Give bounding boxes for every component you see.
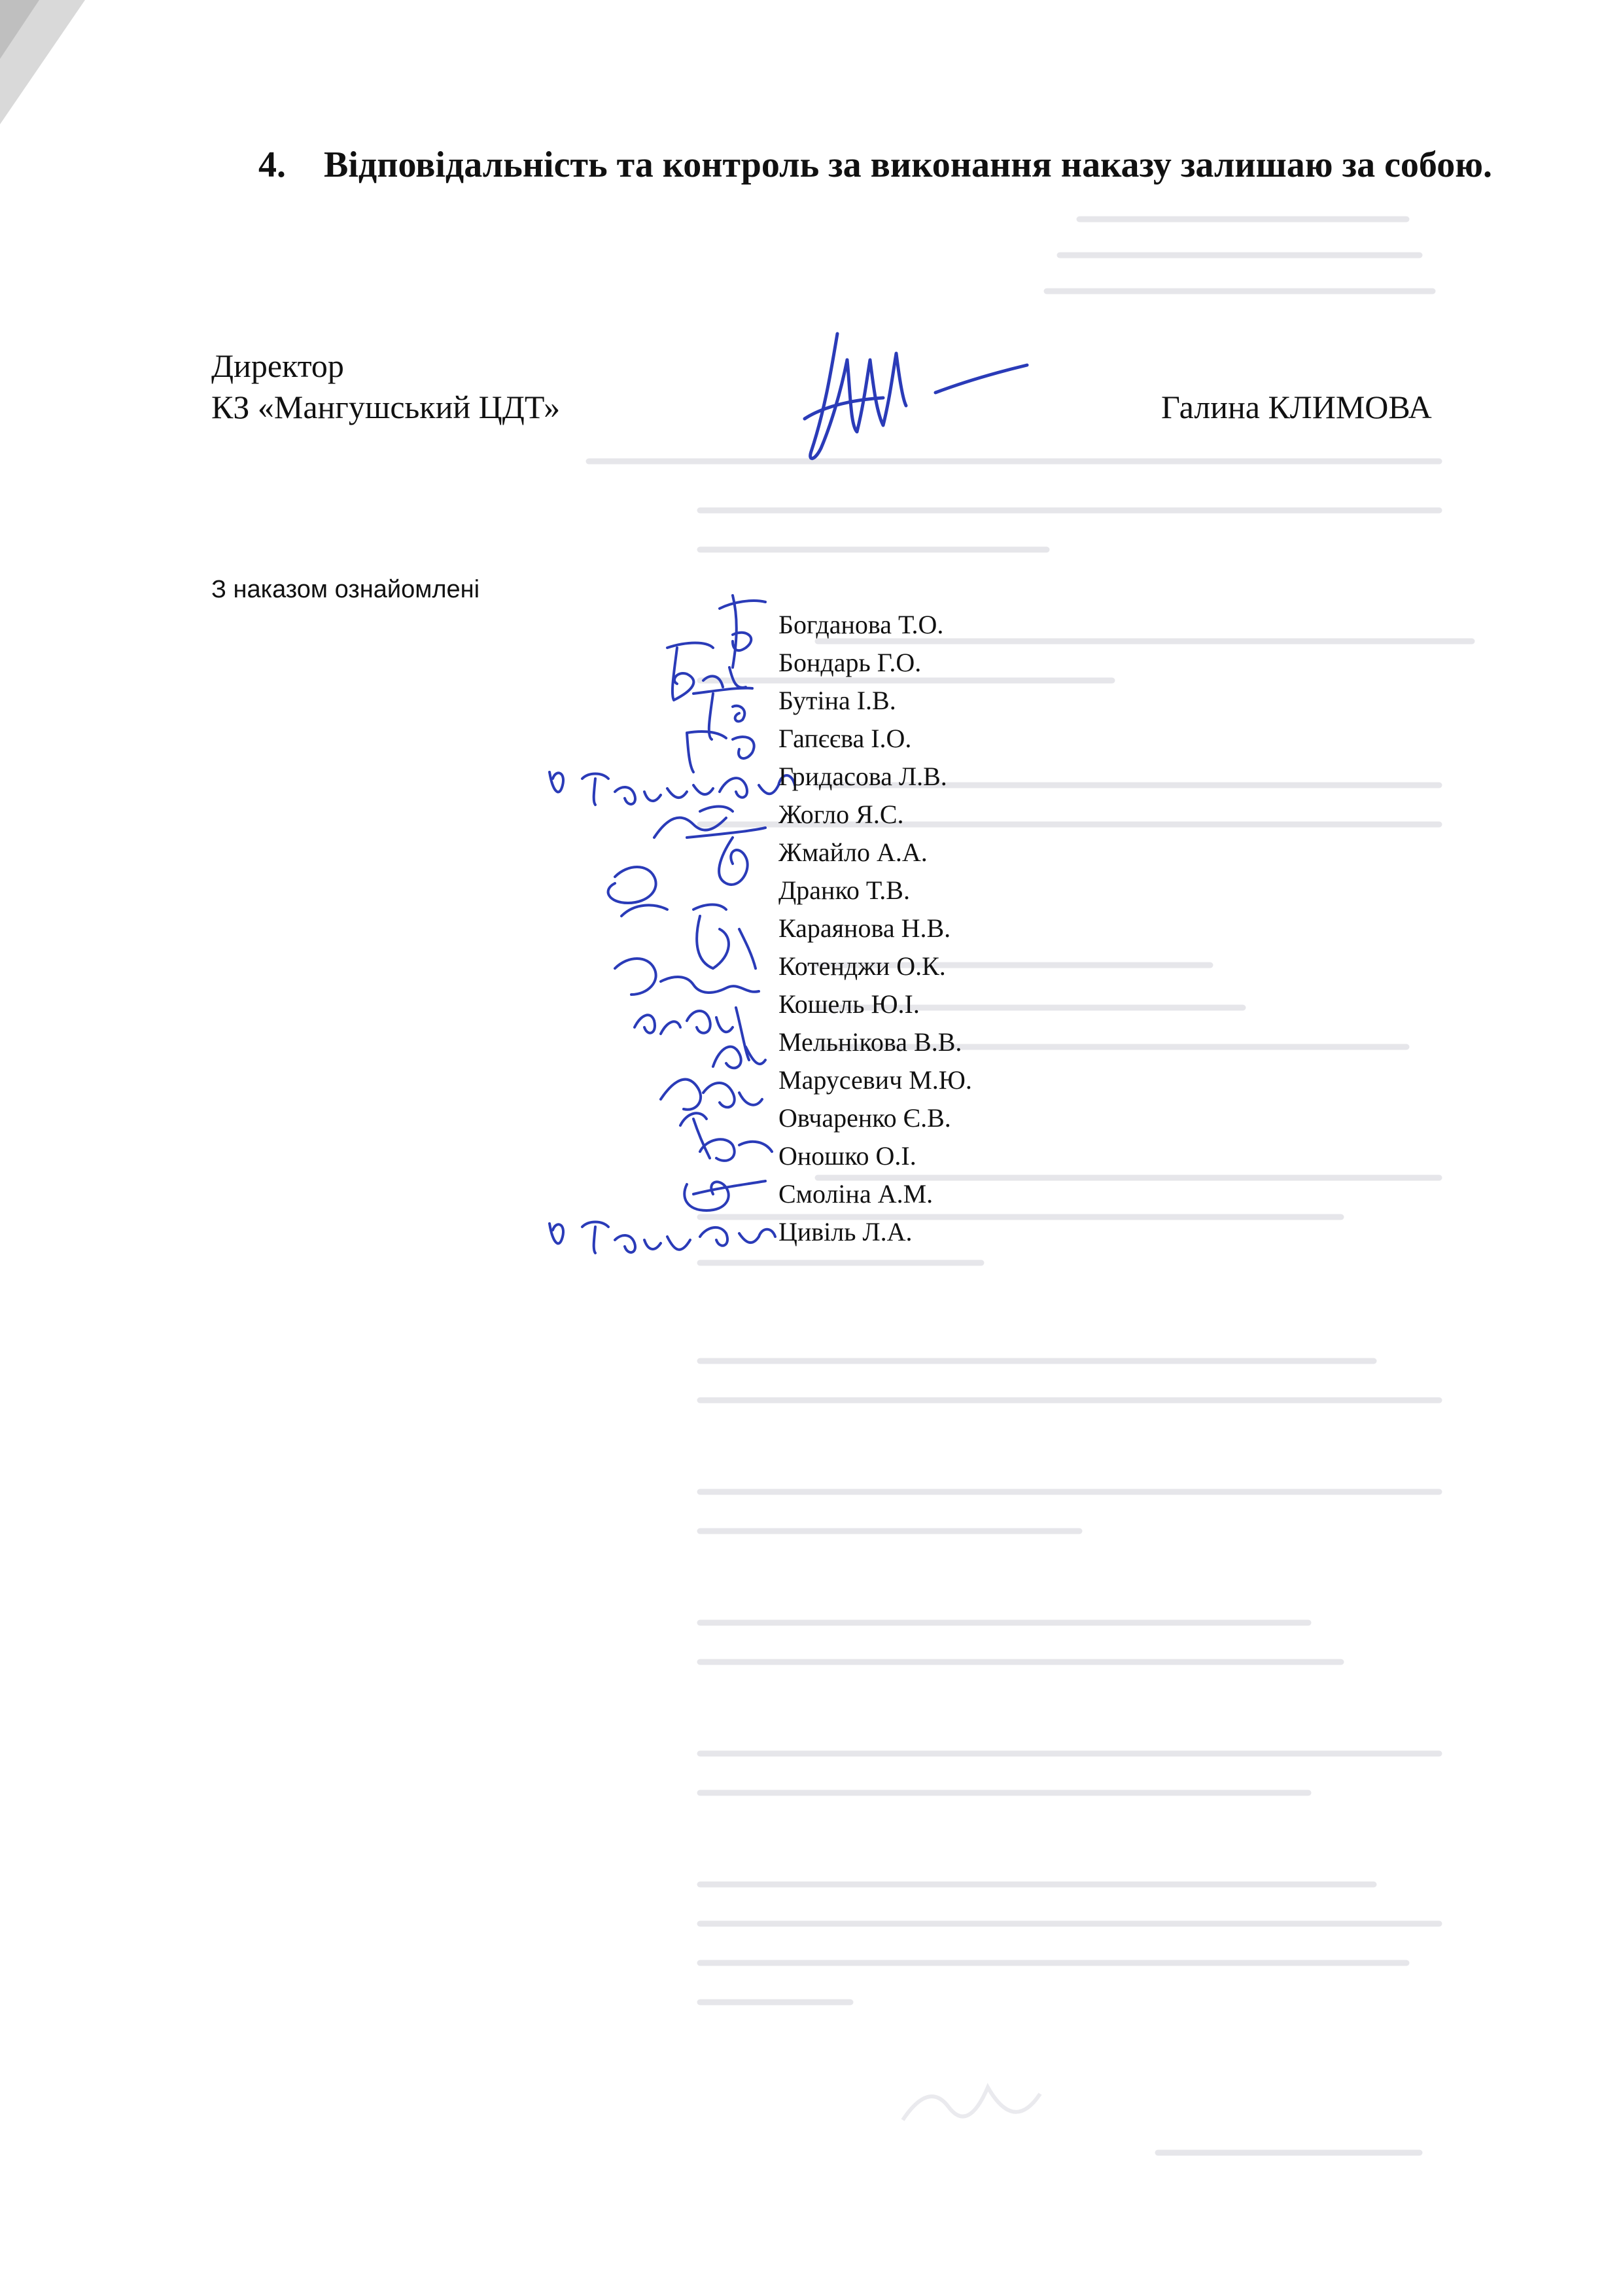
acknowledgment-name: Цивіль Л.А.	[778, 1217, 913, 1246]
acknowledgment-list	[778, 606, 972, 1251]
acknowledgment-name: Смоліна А.М.	[778, 1179, 934, 1209]
acknowledgment-label: З наказом ознайомлені	[211, 576, 480, 603]
director-signature	[785, 321, 1034, 484]
acknowledgment-name: Котенджи О.К.	[778, 951, 946, 981]
director-name: Галина КЛИМОВА	[1161, 389, 1432, 425]
acknowledgment-name: Караянова Н.В.	[778, 913, 951, 943]
acknowledgment-name: Мельнікова В.В.	[778, 1027, 962, 1057]
director-title: Директор	[211, 347, 344, 384]
paragraph-4	[258, 144, 1492, 186]
acknowledgment-name: Кошель Ю.І.	[778, 989, 920, 1019]
page-corner-fold	[0, 0, 92, 131]
acknowledgment-name: Бондарь Г.О.	[778, 648, 922, 677]
acknowledgment-name: Дранко Т.В.	[778, 875, 910, 905]
acknowledgment-name: Оношко О.І.	[778, 1141, 916, 1171]
acknowledgment-name: Гридасова Л.В.	[778, 762, 947, 791]
acknowledgment-name: Овчаренко Є.В.	[778, 1103, 951, 1133]
paragraph-number: 4.	[258, 145, 286, 185]
director-organization: КЗ «Мангушський ЦДТ»	[211, 389, 561, 425]
staff-signatures	[536, 576, 811, 1269]
acknowledgment-name: Гапєєва І.О.	[778, 724, 912, 753]
acknowledgment-name: Богданова Т.О.	[778, 610, 944, 639]
acknowledgment-name: Жогло Я.С.	[778, 800, 904, 829]
acknowledgment-name: Жмайло А.А.	[778, 838, 928, 867]
acknowledgment-name: Бутіна І.В.	[778, 686, 896, 715]
paragraph-text: Відповідальність та контроль за виконання наказу залишаю за собою.	[324, 145, 1492, 185]
acknowledgment-name: Марусевич М.Ю.	[778, 1065, 972, 1095]
